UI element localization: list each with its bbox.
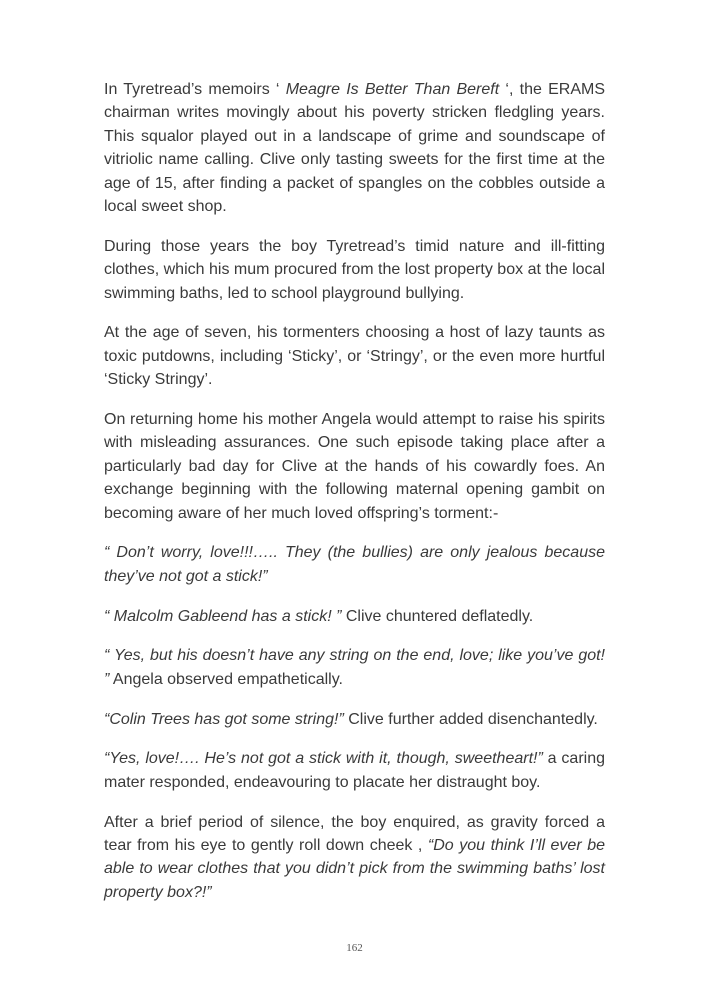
text-run: ‘, the ERAMS chairman writes movingly about his poverty stricken fledgling years. This squalor played out in a landscape of grime and soundscape of vitriolic name calling. Clive only tasting sweets for the first time at the age of 15, after finding a packet of spangles on the cobbles outside a local sweet shop. <box>104 81 605 216</box>
dialogue-quote: “ Malcolm Gableend has a stick! ” <box>104 607 342 625</box>
dialogue-quote: “Yes, love!…. He’s not got a stick with it, though, sweetheart!” <box>104 750 543 768</box>
dialogue-quote: “Do you think I’ll ever be able to wear clothes that you didn’t pick from the swimming baths’ lost property box?!” <box>104 837 605 901</box>
dialogue-clive-stick <box>104 605 605 628</box>
text-run: Angela observed empathetically. <box>109 670 343 688</box>
page-number: 162 <box>346 942 363 954</box>
paragraph-mother <box>104 408 605 525</box>
text-run: During those years the boy Tyretread’s timid nature and ill-fitting clothes, which his mum procured from the lost property box at the local swimming baths, led to school playground bullying. <box>104 237 605 302</box>
paragraph-memoirs <box>104 78 605 218</box>
text-run: Clive chuntered deflatedly. <box>341 607 534 625</box>
paragraph-taunts <box>104 321 605 391</box>
text-run: After a brief period of silence, the boy enquired, as gravity forced a tear from his eye to gently roll down cheek , <box>104 813 605 855</box>
dialogue-quote: “ Don’t worry, love!!!….. They (the bullies) are only jealous because they’ve not got a stick!” <box>104 544 605 585</box>
book-title: Meagre Is Better Than Bereft <box>285 81 500 98</box>
dialogue-quote: “ Yes, but his doesn’t have any string on the end, love; like you’ve got! ” <box>104 647 605 688</box>
text-run: On returning home his mother Angela would attempt to raise his spirits with misleading assurances. One such episode taking place after a particularly bad day for Clive at the hands of his cowardly foes. An exchange beginning with the following maternal opening gambit on becoming aware of her much loved offspring’s torment:- <box>104 411 605 522</box>
paragraph-bullying <box>104 235 605 305</box>
text-run: a caring mater responded, endeavouring to placate her distraught boy. <box>104 750 606 791</box>
dialogue-quote: “Colin Trees has got some string!” <box>104 710 344 728</box>
dialogue-mother-placate <box>104 747 605 794</box>
text-run: Clive further added disenchantedly. <box>343 710 598 728</box>
body-text <box>104 78 605 921</box>
dialogue-clive-string <box>104 708 605 731</box>
paragraph-silence <box>104 811 605 905</box>
dialogue-mother-string <box>104 644 605 691</box>
dialogue-mother-stick <box>104 541 605 588</box>
text-run: At the age of seven, his tormenters choosing a host of lazy taunts as toxic putdowns, including ‘Sticky’, or ‘Stringy’, or the even more hurtful ‘Sticky Stringy’. <box>104 324 605 389</box>
text-run: In Tyretread’s memoirs ‘ <box>104 81 286 98</box>
